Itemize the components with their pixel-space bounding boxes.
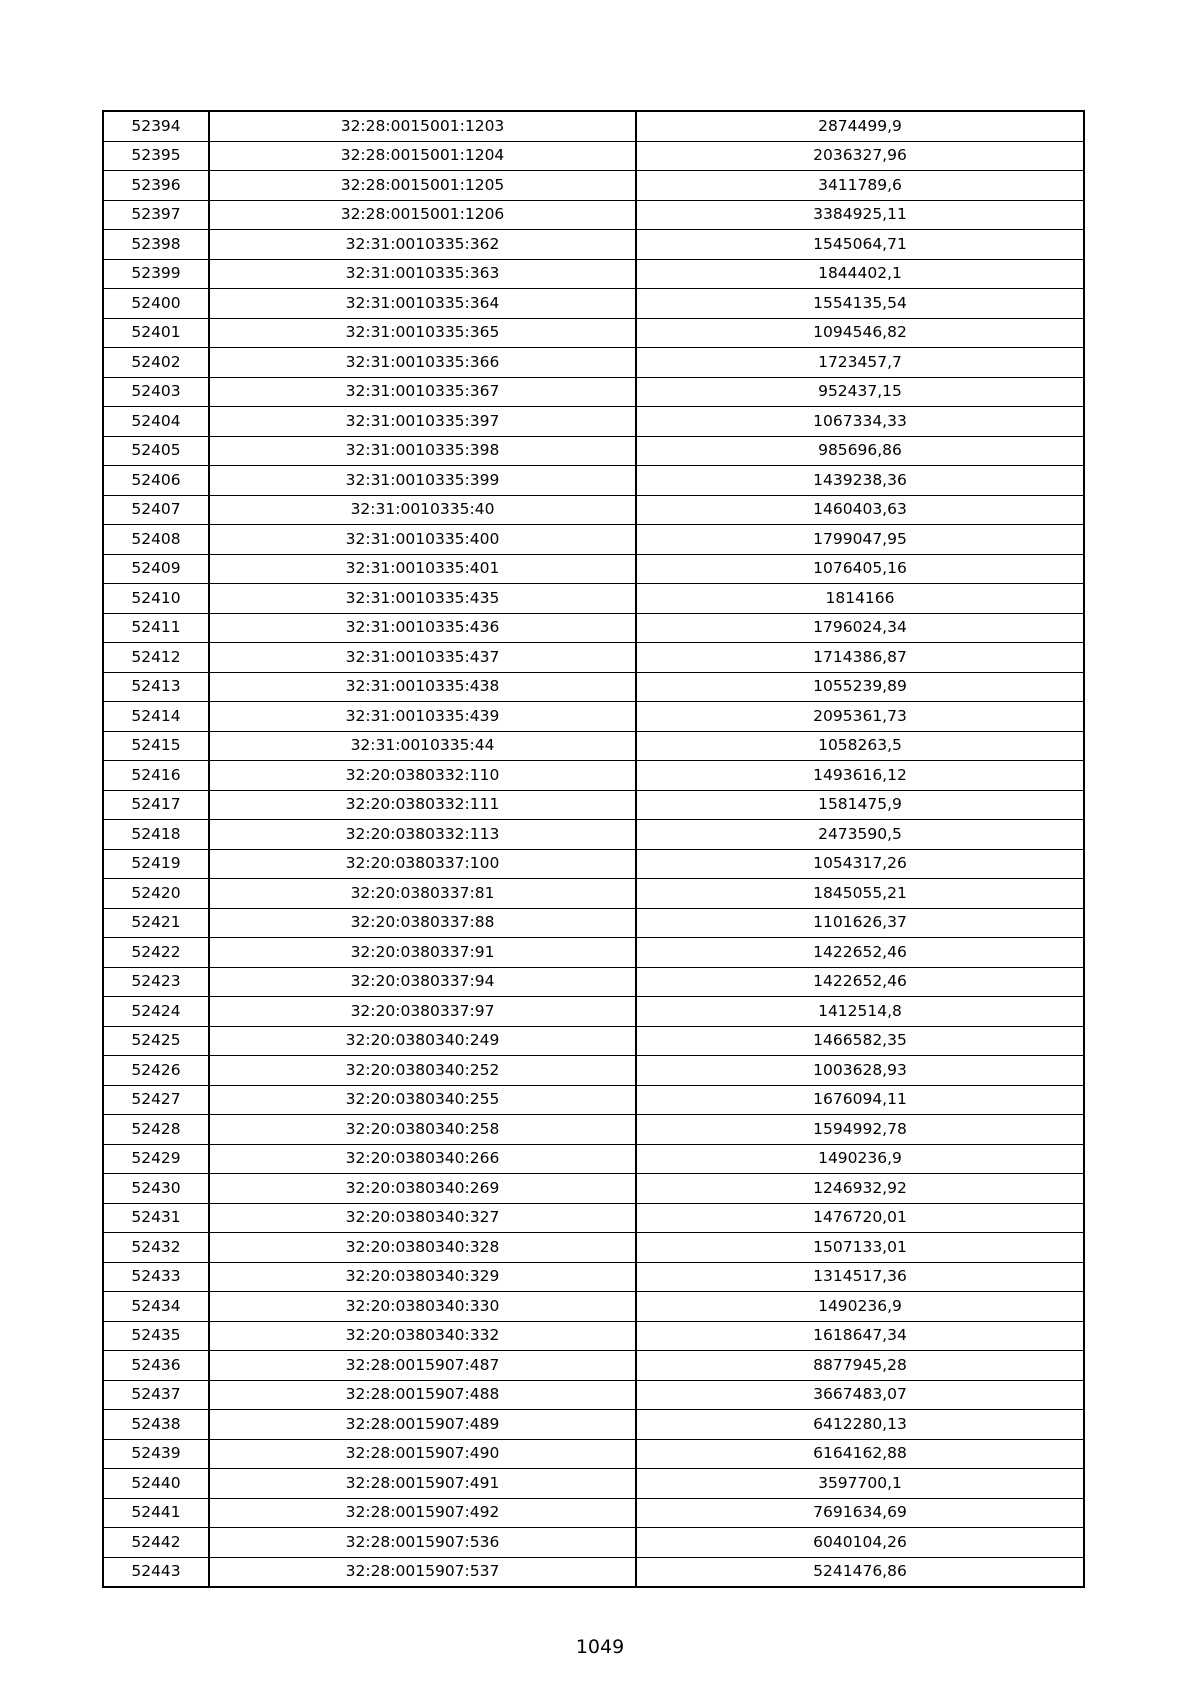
- cadastral-number-cell: 32:31:0010335:363: [209, 259, 636, 289]
- table-row: [103, 1528, 1084, 1558]
- cadastral-number-cell: 32:20:0380340:258: [209, 1115, 636, 1145]
- cadastral-number-cell: 32:31:0010335:367: [209, 377, 636, 407]
- table-row: [103, 1115, 1084, 1145]
- row-number-cell: 52409: [103, 554, 209, 584]
- cadastral-number-cell: 32:31:0010335:435: [209, 584, 636, 614]
- value-cell: 1412514,8: [636, 997, 1084, 1027]
- value-cell: 1490236,9: [636, 1292, 1084, 1322]
- table-row: [103, 1292, 1084, 1322]
- row-number-cell: 52410: [103, 584, 209, 614]
- cadastral-number-cell: 32:31:0010335:44: [209, 731, 636, 761]
- cadastral-number-cell: 32:31:0010335:397: [209, 407, 636, 437]
- table-row: [103, 790, 1084, 820]
- table-row: [103, 1262, 1084, 1292]
- row-number-cell: 52443: [103, 1557, 209, 1587]
- value-cell: 1723457,7: [636, 348, 1084, 378]
- table-row: [103, 938, 1084, 968]
- value-cell: 1076405,16: [636, 554, 1084, 584]
- table-row: [103, 1203, 1084, 1233]
- value-cell: 1507133,01: [636, 1233, 1084, 1263]
- value-cell: 1844402,1: [636, 259, 1084, 289]
- value-cell: 1618647,34: [636, 1321, 1084, 1351]
- value-cell: 2874499,9: [636, 111, 1084, 141]
- value-cell: 1676094,11: [636, 1085, 1084, 1115]
- cadastral-number-cell: 32:31:0010335:364: [209, 289, 636, 319]
- cadastral-number-cell: 32:20:0380340:328: [209, 1233, 636, 1263]
- row-number-cell: 52417: [103, 790, 209, 820]
- row-number-cell: 52406: [103, 466, 209, 496]
- row-number-cell: 52430: [103, 1174, 209, 1204]
- table-row: [103, 849, 1084, 879]
- row-number-cell: 52395: [103, 141, 209, 171]
- value-cell: 1101626,37: [636, 908, 1084, 938]
- cadastral-number-cell: 32:28:0015907:537: [209, 1557, 636, 1587]
- cadastral-number-cell: 32:31:0010335:398: [209, 436, 636, 466]
- cadastral-number-cell: 32:20:0380340:327: [209, 1203, 636, 1233]
- table-row: [103, 1056, 1084, 1086]
- value-cell: 1581475,9: [636, 790, 1084, 820]
- value-cell: 1067334,33: [636, 407, 1084, 437]
- value-cell: 1493616,12: [636, 761, 1084, 791]
- row-number-cell: 52405: [103, 436, 209, 466]
- value-cell: 1094546,82: [636, 318, 1084, 348]
- cadastral-number-cell: 32:20:0380337:81: [209, 879, 636, 909]
- value-cell: 1466582,35: [636, 1026, 1084, 1056]
- cadastral-number-cell: 32:31:0010335:400: [209, 525, 636, 555]
- cadastral-number-cell: 32:28:0015001:1206: [209, 200, 636, 230]
- value-cell: 1476720,01: [636, 1203, 1084, 1233]
- value-cell: 1439238,36: [636, 466, 1084, 496]
- value-cell: 7691634,69: [636, 1498, 1084, 1528]
- row-number-cell: 52432: [103, 1233, 209, 1263]
- value-cell: 985696,86: [636, 436, 1084, 466]
- table-row: [103, 879, 1084, 909]
- cadastral-number-cell: 32:20:0380340:249: [209, 1026, 636, 1056]
- table-row: [103, 495, 1084, 525]
- value-cell: 1058263,5: [636, 731, 1084, 761]
- table-row: [103, 466, 1084, 496]
- table-row: [103, 230, 1084, 260]
- cadastral-number-cell: 32:28:0015907:491: [209, 1469, 636, 1499]
- cadastral-number-cell: 32:20:0380340:332: [209, 1321, 636, 1351]
- row-number-cell: 52418: [103, 820, 209, 850]
- row-number-cell: 52429: [103, 1144, 209, 1174]
- row-number-cell: 52402: [103, 348, 209, 378]
- row-number-cell: 52434: [103, 1292, 209, 1322]
- row-number-cell: 52423: [103, 967, 209, 997]
- cadastral-number-cell: 32:31:0010335:365: [209, 318, 636, 348]
- row-number-cell: 52394: [103, 111, 209, 141]
- table-row: [103, 525, 1084, 555]
- table-row: [103, 171, 1084, 201]
- value-cell: 1003628,93: [636, 1056, 1084, 1086]
- table-row: [103, 436, 1084, 466]
- value-cell: 1799047,95: [636, 525, 1084, 555]
- table-row: [103, 1410, 1084, 1440]
- cadastral-number-cell: 32:28:0015907:536: [209, 1528, 636, 1558]
- table-row: [103, 1144, 1084, 1174]
- table-row: [103, 1557, 1084, 1587]
- value-cell: 1054317,26: [636, 849, 1084, 879]
- table-row: [103, 554, 1084, 584]
- value-cell: 1314517,36: [636, 1262, 1084, 1292]
- row-number-cell: 52401: [103, 318, 209, 348]
- table-row: [103, 200, 1084, 230]
- row-number-cell: 52407: [103, 495, 209, 525]
- table-row: [103, 1026, 1084, 1056]
- value-cell: 1554135,54: [636, 289, 1084, 319]
- table-row: [103, 407, 1084, 437]
- cadastral-number-cell: 32:31:0010335:438: [209, 672, 636, 702]
- table-row: [103, 318, 1084, 348]
- cadastral-number-cell: 32:20:0380337:100: [209, 849, 636, 879]
- value-cell: 1490236,9: [636, 1144, 1084, 1174]
- row-number-cell: 52419: [103, 849, 209, 879]
- cadastral-number-cell: 32:28:0015001:1204: [209, 141, 636, 171]
- value-cell: 2036327,96: [636, 141, 1084, 171]
- value-cell: 6412280,13: [636, 1410, 1084, 1440]
- page-number: 1049: [575, 1636, 625, 1658]
- cadastral-number-cell: 32:20:0380340:266: [209, 1144, 636, 1174]
- value-cell: 1814166: [636, 584, 1084, 614]
- row-number-cell: 52437: [103, 1380, 209, 1410]
- table-row: [103, 141, 1084, 171]
- table-row: [103, 259, 1084, 289]
- table-row: [103, 1321, 1084, 1351]
- row-number-cell: 52436: [103, 1351, 209, 1381]
- value-cell: 1422652,46: [636, 938, 1084, 968]
- table-body: [103, 111, 1084, 1587]
- cadastral-number-cell: 32:31:0010335:40: [209, 495, 636, 525]
- cadastral-number-cell: 32:20:0380337:91: [209, 938, 636, 968]
- cadastral-number-cell: 32:31:0010335:437: [209, 643, 636, 673]
- row-number-cell: 52411: [103, 613, 209, 643]
- cadastral-number-cell: 32:31:0010335:436: [209, 613, 636, 643]
- row-number-cell: 52435: [103, 1321, 209, 1351]
- value-cell: 952437,15: [636, 377, 1084, 407]
- row-number-cell: 52438: [103, 1410, 209, 1440]
- value-cell: 2473590,5: [636, 820, 1084, 850]
- table-row: [103, 1439, 1084, 1469]
- row-number-cell: 52398: [103, 230, 209, 260]
- row-number-cell: 52399: [103, 259, 209, 289]
- table-row: [103, 1498, 1084, 1528]
- value-cell: 1055239,89: [636, 672, 1084, 702]
- row-number-cell: 52400: [103, 289, 209, 319]
- cadastral-number-cell: 32:28:0015907:489: [209, 1410, 636, 1440]
- row-number-cell: 52422: [103, 938, 209, 968]
- cadastral-number-cell: 32:20:0380332:113: [209, 820, 636, 850]
- value-cell: 3667483,07: [636, 1380, 1084, 1410]
- row-number-cell: 52396: [103, 171, 209, 201]
- row-number-cell: 52440: [103, 1469, 209, 1499]
- row-number-cell: 52439: [103, 1439, 209, 1469]
- cadastral-number-cell: 32:28:0015001:1205: [209, 171, 636, 201]
- row-number-cell: 52420: [103, 879, 209, 909]
- row-number-cell: 52424: [103, 997, 209, 1027]
- table-row: [103, 377, 1084, 407]
- row-number-cell: 52413: [103, 672, 209, 702]
- value-cell: 1460403,63: [636, 495, 1084, 525]
- value-cell: 3597700,1: [636, 1469, 1084, 1499]
- table-row: [103, 348, 1084, 378]
- row-number-cell: 52403: [103, 377, 209, 407]
- row-number-cell: 52421: [103, 908, 209, 938]
- value-cell: 1845055,21: [636, 879, 1084, 909]
- row-number-cell: 52415: [103, 731, 209, 761]
- table-row: [103, 997, 1084, 1027]
- value-cell: 1422652,46: [636, 967, 1084, 997]
- table-row: [103, 1233, 1084, 1263]
- value-cell: 5241476,86: [636, 1557, 1084, 1587]
- cadastral-number-cell: 32:20:0380337:97: [209, 997, 636, 1027]
- row-number-cell: 52414: [103, 702, 209, 732]
- value-cell: 6040104,26: [636, 1528, 1084, 1558]
- cadastral-number-cell: 32:31:0010335:399: [209, 466, 636, 496]
- row-number-cell: 52442: [103, 1528, 209, 1558]
- cadastral-number-cell: 32:28:0015001:1203: [209, 111, 636, 141]
- cadastral-number-cell: 32:20:0380332:110: [209, 761, 636, 791]
- value-cell: 2095361,73: [636, 702, 1084, 732]
- row-number-cell: 52412: [103, 643, 209, 673]
- table-row: [103, 1174, 1084, 1204]
- table-row: [103, 1469, 1084, 1499]
- table-row: [103, 702, 1084, 732]
- value-cell: 1714386,87: [636, 643, 1084, 673]
- table-row: [103, 1380, 1084, 1410]
- value-cell: 3384925,11: [636, 200, 1084, 230]
- cadastral-number-cell: 32:20:0380340:252: [209, 1056, 636, 1086]
- data-table: [102, 110, 1085, 1588]
- cadastral-number-cell: 32:20:0380337:88: [209, 908, 636, 938]
- table-row: [103, 731, 1084, 761]
- cadastral-number-cell: 32:20:0380337:94: [209, 967, 636, 997]
- cadastral-number-cell: 32:28:0015907:490: [209, 1439, 636, 1469]
- table-row: [103, 967, 1084, 997]
- table-row: [103, 1351, 1084, 1381]
- cadastral-number-cell: 32:28:0015907:487: [209, 1351, 636, 1381]
- row-number-cell: 52408: [103, 525, 209, 555]
- table-row: [103, 643, 1084, 673]
- cadastral-number-cell: 32:20:0380340:330: [209, 1292, 636, 1322]
- cadastral-number-cell: 32:31:0010335:439: [209, 702, 636, 732]
- row-number-cell: 52431: [103, 1203, 209, 1233]
- cadastral-number-cell: 32:28:0015907:488: [209, 1380, 636, 1410]
- row-number-cell: 52416: [103, 761, 209, 791]
- value-cell: 8877945,28: [636, 1351, 1084, 1381]
- value-cell: 1594992,78: [636, 1115, 1084, 1145]
- table-row: [103, 289, 1084, 319]
- table-row: [103, 613, 1084, 643]
- row-number-cell: 52428: [103, 1115, 209, 1145]
- table-row: [103, 672, 1084, 702]
- row-number-cell: 52425: [103, 1026, 209, 1056]
- table-row: [103, 584, 1084, 614]
- cadastral-number-cell: 32:31:0010335:401: [209, 554, 636, 584]
- table-row: [103, 761, 1084, 791]
- row-number-cell: 52397: [103, 200, 209, 230]
- table-row: [103, 908, 1084, 938]
- cadastral-number-cell: 32:31:0010335:366: [209, 348, 636, 378]
- table-row: [103, 1085, 1084, 1115]
- value-cell: 1796024,34: [636, 613, 1084, 643]
- cadastral-number-cell: 32:31:0010335:362: [209, 230, 636, 260]
- row-number-cell: 52433: [103, 1262, 209, 1292]
- row-number-cell: 52426: [103, 1056, 209, 1086]
- table-row: [103, 111, 1084, 141]
- cadastral-number-cell: 32:28:0015907:492: [209, 1498, 636, 1528]
- cadastral-number-cell: 32:20:0380340:255: [209, 1085, 636, 1115]
- value-cell: 6164162,88: [636, 1439, 1084, 1469]
- value-cell: 1545064,71: [636, 230, 1084, 260]
- cadastral-number-cell: 32:20:0380332:111: [209, 790, 636, 820]
- row-number-cell: 52404: [103, 407, 209, 437]
- cadastral-number-cell: 32:20:0380340:269: [209, 1174, 636, 1204]
- value-cell: 1246932,92: [636, 1174, 1084, 1204]
- table-row: [103, 820, 1084, 850]
- row-number-cell: 52427: [103, 1085, 209, 1115]
- value-cell: 3411789,6: [636, 171, 1084, 201]
- row-number-cell: 52441: [103, 1498, 209, 1528]
- cadastral-number-cell: 32:20:0380340:329: [209, 1262, 636, 1292]
